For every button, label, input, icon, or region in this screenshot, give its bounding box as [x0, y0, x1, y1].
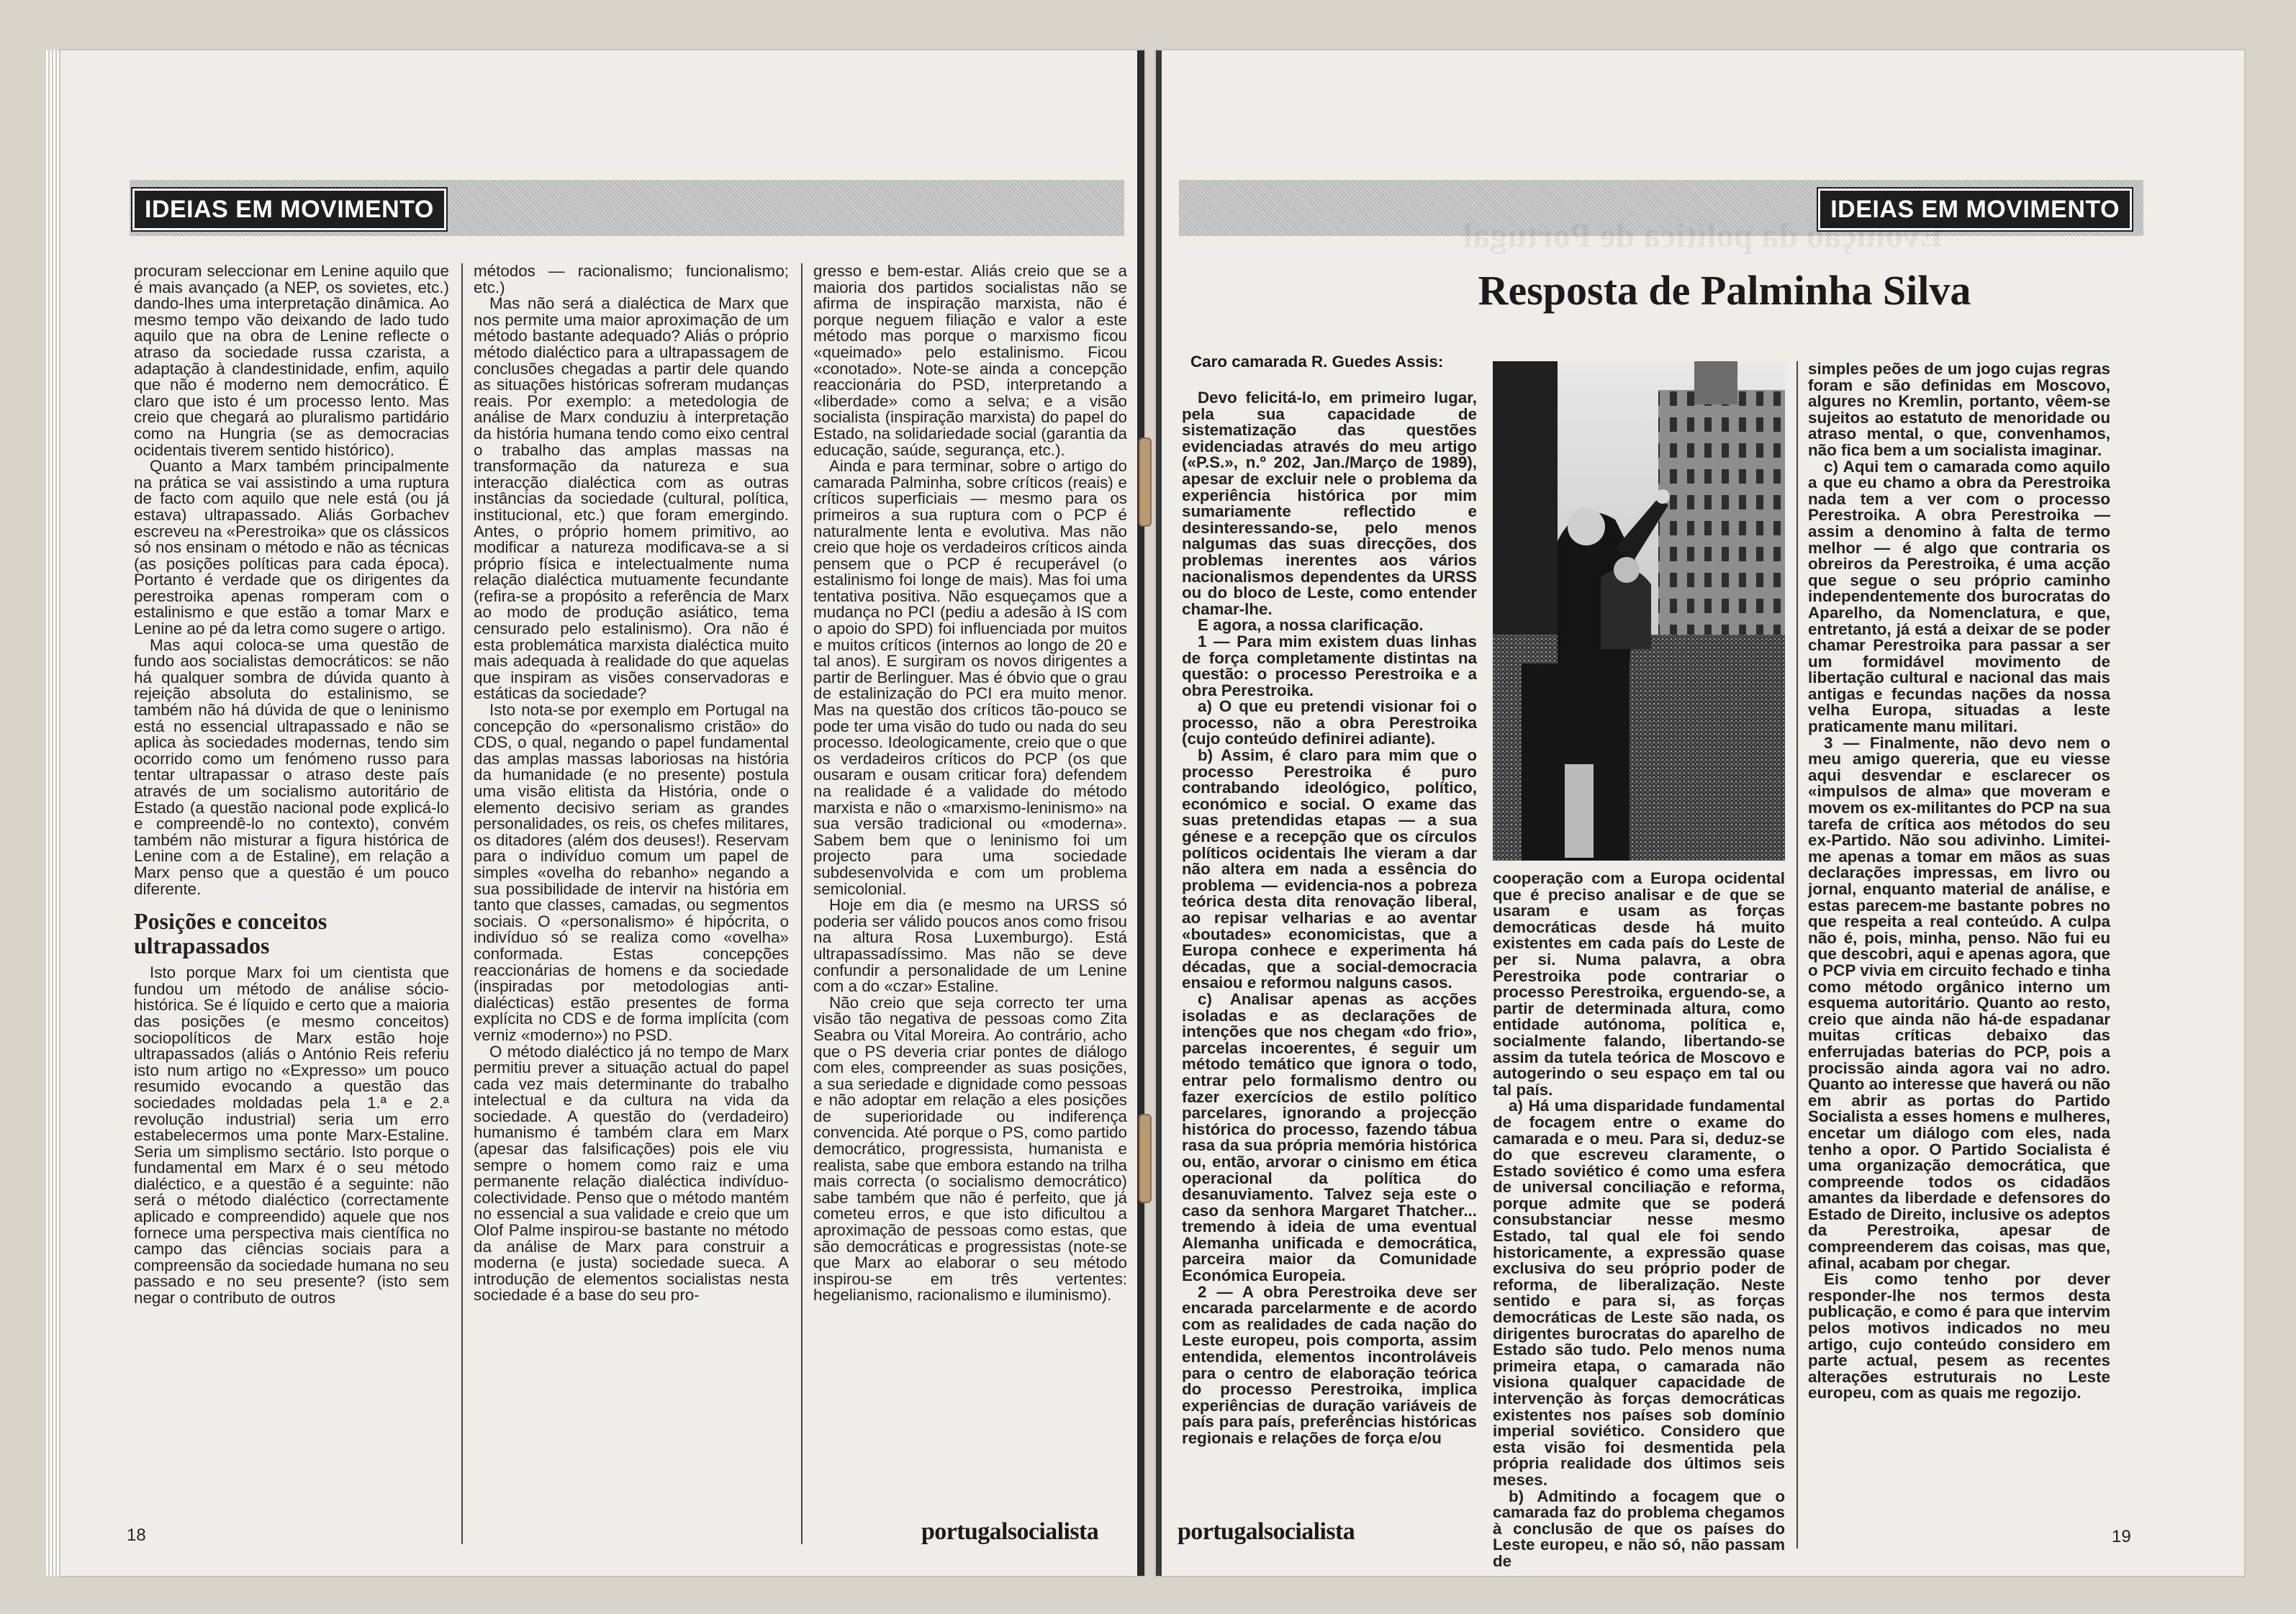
photo-image	[1493, 361, 1785, 861]
paragraph: Devo felicitá-lo, em primeiro lugar, pela sua capacidade de sistematização das questões evidenciadas através do meu artigo («P.S.», n.º 202, Jan./Março de 1989), apesar de excluir nele o problema da experiência histórica por mim sumariamente reflectido e desinteressando-se, pelo menos nalgumas das suas direcções, dos problemas inerentes aos vários nacionalismos dependentes da URSS ou do bloco de Leste, como entender chamar-lhe.	[1182, 389, 1477, 618]
column-rule	[1796, 361, 1798, 1549]
paragraph: Mas aqui coloca-se uma questão de fundo aos socialistas democráticos: se não há qualquer sombra de dúvida quanto à rejeição absoluta do estalinismo, se também não há dúvida de que o leninismo está no essencial ultrapassado e não se aplica às sociedades modernas, tendo sim ocorrido como um fenómeno russo para tentar ultrapassar o atraso deste país através de um socialismo autoritário de Estado (a questão nacional pode explicá-lo e compreendê-lo no contexto), convém também não misturar a figura histórica de Lenine com a de Estaline), em relação a Marx penso que a questão é um pouco diferente.	[134, 635, 449, 898]
paragraph: b) Assim, é claro para mim que o processo Perestroika é puro contrabando ideológico, político, económico e social. O exame das suas pretendidas etapas — a sua génese e a recepção que os círculos políticos ocidentais lhe vieram a dar não altera em nada a essência do problema — evidencia-nos a pobreza teórica desta dita renovação liberal, ao repisar velharias e ao aventar «boutades» economicistas, que a Europa conhece e experimenta há décadas, que a social-democracia ensaiou e reformou nalguns casos.	[1182, 746, 1477, 992]
paragraph: 3 — Finalmente, não devo nem o meu amigo quereria, que eu viesse aqui desvendar e esclarecer os «impulsos de alma» que moveram e movem os ex-militantes do PCP na sua tarefa de crítica aos métodos do seu ex-Partido. Não sou adivinho. Limitei-me apenas a tomar em mãos as suas declarações impressas, em livro ou jornal, enquanto material de análise, e estas parecem-me bastante pobres no que respeita a real conteúdo. A culpa não é, pois, minha, penso. Não fui eu que descobri, aqui e apenas agora, que o PCP vivia em circuito fechado e tinha como método orgânico interno um esquema autoritário. Quanto ao resto, creio que ainda não há-de espadanar muitas críticas debaixo das enferrujadas baterias do PCP, pois a procissão ainda agora vai no adro. Quanto ao interesse que haverá ou não em abrir as portas do Partido Socialista a esses homens e mulheres, encetar um diálogo com eles, nada tenho a opor. O Partido Socialista é uma organização democrática, que compreende todos os cidadãos amantes da liberdade e defensores do Estado de Direito, inclusive os adeptos da Perestroika, apesar de compreenderem das coisas, mas que, afinal, acabam por chegar.	[1808, 733, 2110, 1272]
paragraph: simples peões de um jogo cujas regras foram e são definidas em Moscovo, algures no Kremlin, portanto, vêem-se sujeitos ao estatuto de menoridade ou atraso mental, o que, convenhamos, não fica bem a um socialista imaginar.	[1808, 360, 2110, 459]
paragraph: procuram seleccionar em Lenine aquilo que é mais avançado (a NEP, os sovietes, etc.) dando-lhes uma interpretação dinâmica. Ao mesmo tempo vão deixando de lado tudo aquilo que na obra de Lenine reflecte o atraso da sociedade russa czarista, a adaptação à clandestinidade, enfim, aquilo que não é moderno nem democrático. É claro que isto é um processo lento. Mas creio que chegará ao pluralismo partidário como na Hungria (se as democracias ocidentais tiverem sentido histórico).	[134, 262, 449, 459]
column-rule	[461, 263, 463, 1544]
page-19	[1156, 50, 2244, 1576]
section-label: IDEIAS EM MOVIMENTO	[1818, 189, 2132, 230]
paragraph: Eis como tenho por dever responder-lhe nos termos desta publicação, e como é para que intervim pelos motivos indicados no meu artigo, cujo conteúdo considero em parte actual, pesem as recentes alterações estruturais no Leste europeu, com as quais me regozijo.	[1808, 1270, 2110, 1402]
paragraph: 1 — Para mim existem duas linhas de força completamente distintas na questão: o processo Perestroika e a obra Perestroika.	[1182, 632, 1477, 699]
paragraph: Ainda e para terminar, sobre o artigo do camarada Palminha, sobre críticos (reais) e críticos superficiais — mesmo para os primeiros a sua ruptura com o PCP é naturalmente lenta e evolutiva. Mas não creio que hoje os verdadeiros críticos ainda pensem que o PCP é recuperável (o estalinismo foi longe de mais). Mas foi uma tentativa positiva. Não esqueçamos que a mudança no PCI (pediu a adesão à IS com o apoio do SPD) foi influenciada por muitos e muitos críticos (internos ao longo de 20 e tal anos). E surgiram os novos dirigentes a partir de Berlinguer. Mas é óbvio que o grau de estalinização do PCI era muito menor. Mas na questão dos críticos tão-pouco se pode ter uma visão do tudo ou nada do seu processo. Ideologicamente, creio que o que os verdadeiros críticos do PCP (os que ousaram e ousam criticar fora) defendem na realidade é a validade do método marxista e não o «marxismo-leninismo» na sua versão tradicional ou «moderna». Sabem bem que o leninismo foi um projecto para uma sociedade subdesenvolvida e com um problema semicolonial.	[813, 457, 1127, 898]
paragraph: a) O que eu pretendi visionar foi o processo, não a obra Perestroika (cujo conteúdo definirei adiante).	[1182, 697, 1477, 748]
page-18	[60, 50, 1144, 1576]
paragraph: b) Admitindo a focagem que o camarada faz do problema chegamos à conclusão de que os países do Leste europeu, e não só, não passam de	[1493, 1487, 1785, 1570]
crowd-balcony-photo	[1493, 361, 1785, 861]
article-column-2	[474, 263, 789, 1537]
article-title: Resposta de Palminha Silva	[1478, 267, 1971, 314]
page-edges	[46, 50, 62, 1576]
show-through-text: Evolução da política de Portugal	[1463, 217, 1943, 255]
paragraph: E agora, a nossa clarificação.	[1198, 616, 1424, 635]
section-banner	[130, 180, 1124, 236]
page-number: 18	[127, 1525, 146, 1545]
paragraph: Isto nota-se por exemplo em Portugal na concepção do «personalismo cristão» do CDS, o qual, negando o papel fundamental das amplas massas laboriosas na história da humanidade (e no presente) postula uma visão elitista da História, onde o elemento decisivo seriam as grandes personalidades, os reis, os chefes militares, os ditadores (além dos deuses!). Reservam para o indivíduo comum um papel de simples «ovelha do rebanho» negando a sua possibilidade de intervir na história em tanto que classes, camadas, ou segmentos sociais. O «personalismo» é hipócrita, o indivíduo só se realiza como «ovelha» conformada. Estas concepções reaccionárias de homens e da sociedade (inspiradas por metodologias anti-dialécticas) estão presentes de forma explícita no CDS e de forma implícita (com verniz «moderno») no PSD.	[474, 701, 789, 1044]
staple	[1140, 439, 1150, 525]
paragraph: Hoje em dia (e mesmo na URSS só poderia ser válido poucos anos como frisou na altura Rosa Luxemburgo). Está ultrapassadíssimo. Mas não se deve confundir a personalidade de um Lenine com a do «czar» Estaline.	[813, 896, 1127, 996]
article-column-2	[1493, 869, 1785, 1570]
magazine-spread	[60, 50, 2238, 1576]
paragraph: cooperação com a Europa ocidental que é preciso analisar e de que se usaram e usam as forças democráticas desde há muito existentes em cada país do Leste de per si. Numa palavra, a obra Perestroika pode contrariar o processo Perestroika, erguendo-se, a partir de determinada altura, como entidade autónoma, política e, socialmente falando, libertando-se assim da tutela teórica de Moscovo e autogerindo o seu espaço em tal ou tal país.	[1493, 869, 1785, 1099]
paragraph: Mas não será a dialéctica de Marx que nos permite uma maior aproximação de um método bastante adequado? Aliás o próprio método dialéctico para a ultrapassagem de conclusões chegadas a partir dele quando as situações históricas sofreram mudanças reais. Por exemplo: a metedologia de análise de Marx conduziu à interpretação da história humana tendo como eixo central o trabalho das amplas massas na transformação da natureza e sua interacção dialéctica com as outras instâncias da sociedade (cultural, política, institucional, etc.) que foram emergindo. Antes, o próprio homem primitivo, ao modificar a natureza modificava-se a si próprio física e intelectualmente numa relação dialéctica mutuamente fecundante (refira-se a propósito a referência de Marx ao modo de produção asiático, tema censurado pelo estalinismo). Ora não é esta problemática marxista dialéctica muito mais adequada à realidade do que aquelas que inspiram as visões conservadoras e estáticas da sociedade?	[474, 294, 789, 703]
page-number: 19	[2112, 1527, 2131, 1546]
section-heading: Posições e conceitos ultrapassados	[134, 908, 327, 959]
paragraph: Quanto a Marx também principalmente na prática se vai assistindo a uma ruptura de facto com aquilo que nele está (ou já estava) ultrapassado. Aliás Gorbachev escreveu na «Perestroika» que os clássicos só nos ensinam o método e não as técnicas (as posições políticas para cada época). Portanto é verdade que os dirigentes da perestroika apenas romperam com o estalinismo e que estão a tomar Marx e Lenine ao pé da letra como sugere o artigo.	[134, 457, 449, 638]
masthead-logo: portugalsocialista	[1178, 1518, 1355, 1545]
section-label: IDEIAS EM MOVIMENTO	[132, 189, 446, 230]
article-column-3	[1808, 361, 2110, 1549]
salutation: Caro camarada R. Guedes Assis:	[1190, 353, 1444, 371]
masthead-logo: portugalsocialista	[921, 1518, 1099, 1545]
article-column-1	[1182, 390, 1477, 1541]
paragraph: a) Há uma disparidade fundamental de focagem entre o exame do camarada e o meu. Para si, deduz-se do que escreveu claramente, o Estado soviético é como uma esfera de universal conciliação e reforma, porque admite que se poderá consubstanciar nesse mesmo Estado, tal qual ele foi sendo historicamente, a expressão quase exclusiva do seu próprio poder de reforma, de liberalização. Neste sentido e para si, as forças democráticas de Leste são nada, os dirigentes burocratas do aparelho de Estado são tudo. Pelo menos numa primeira etapa, o camarada não visiona qualquer capacidade de intervenção às forças democráticas existentes nos países sob domínio imperial soviético. Considero que esta visão foi desmentida pela própria realidade dos últimos seis meses.	[1493, 1097, 1785, 1489]
article-column-1	[134, 263, 449, 1537]
paragraph: Não creio que seja correcto ter uma visão tão negativa de pessoas como Zita Seabra ou Vital Moreira. Ao contrário, acho que o PS deveria criar pontes de diálogo com eles, compreender as suas posições, a sua seriedade e dignidade como pessoas e não adoptar em relação a eles posições de superioridade ou indiferença convencida. Até porque o PS, como partido democrático, progressista, humanista e realista, sabe que embora estando na trilha mais correcta (o socialismo democrático) sabe também que não é perfeito, que já cometeu erros, e que isto dificultou a aproximação de pessoas como estas, que são democráticas e progressistas (note-se que Marx ao elaborar o seu método inspirou-se em três vertentes: hegelianismo, racionalismo e iluminismo).	[813, 993, 1127, 1305]
paragraph: 2 — A obra Perestroika deve ser encarada parcelarmente e de acordo com as realidades de cada nação do Leste europeu, pois comporta, assim entendida, elementos incontroláveis para o centro de elaboração teórica do processo Perestroika, implica experiências de duração variáveis de país para país, preferências históricas regionais e relações de força e/ou	[1182, 1282, 1477, 1447]
paragraph: c) Analisar apenas as acções isoladas e as declarações de intenções que nos chegam «do frio», parcelas incoerentes, é seguir um método temático que ignora o todo, entrar pelo formalismo dentro ou fazer exercícios de estilo político parcelares, ignorando a projecção histórica do processo, fazendo tábua rasa da sua própria memória histórica ou, então, arvorar o cinismo em ética operacional da política do desanuviamento. Talvez seja este o caso da senhora Margaret Thatcher... tremendo à ideia de uma eventual Alemanha unificada e democrática, parceira maior da Comunidade Económica Europeia.	[1182, 989, 1477, 1285]
paragraph: O método dialéctico já no tempo de Marx permitiu prever a situação actual do papel cada vez mais determinante do trabalho intelectual e da cultura na vida da sociedade. A questão do (verdadeiro) humanismo é também clara em Marx (apesar das falsificações) pois ele viu sempre o homem como raiz e uma permanente relação dialéctica indivíduo-colectividade. Penso que o método mantém no essencial a sua validade e creio que um Olof Palme inspirou-se bastante no método da análise de Marx para construir a moderna (e justa) sociedade sueca. A introdução de elementos socialistas nesta sociedade é a base do seu pro-	[474, 1042, 789, 1305]
column-rule	[801, 263, 803, 1544]
paragraph: Isto porque Marx foi um cientista que fundou um método de análise sócio-histórica. Se é líquido e certo que a maioria das posições (e mesmo conceitos) sociopolíticos de Marx estão hoje ultrapassados (aliás o António Reis referiu isto num artigo no «Expresso» um pouco resumido evocando a questão das sociedades moldadas pela 1.ª e 2.ª revolução industrial) seria um erro estabelecermos uma ponte Marx-Estaline. Seria um simplismo sectário. Isto porque o fundamental em Marx é o seu método dialéctico, e a questão é a seguinte: não será o método dialéctico (correctamente aplicado e compreendido) aquele que nos fornece uma perspectiva mais científica no campo das ciências sociais para a compreensão da sociedade humana no seu passado e no seu presente? (isto sem negar o contributo de outros	[134, 964, 449, 1307]
paragraph: métodos — racionalismo; funcionalismo; etc.)	[474, 262, 789, 296]
paragraph: gresso e bem-estar. Aliás creio que se a maioria dos partidos socialistas não se afirma de inspiração marxista, não é porque neguem filiação e valor a este método mas porque o marxismo ficou «queimado» pelo estalinismo. Ficou «conotado». Note-se ainda a concepção reaccionária do PSD, interpretando a «liberdade» como a selva; e a visão socialista (inspiração marxista) do papel do Estado, na solidariedade social (garantia da educação, saúde, segurança, etc.).	[813, 262, 1127, 459]
paragraph: c) Aqui tem o camarada como aquilo a que eu chamo a obra da Perestroika nada tem a ver com o processo Perestroika. A obra Perestroika — assim a denomino à falta de termo melhor — é algo que contraria os obreiros da Perestroika, é uma acção que segue o seu próprio caminho independentemente dos burocratas do Aparelho, da Nomenclatura, e que, entretanto, já está a deixar de se poder chamar Perestroika para passar a ser um formidável movimento de libertação cultural e nacional das mais antigas e fecundas nações da nossa velha Europa, situadas a leste praticamente manu militari.	[1808, 457, 2110, 736]
staple	[1140, 1115, 1150, 1202]
article-column-3	[813, 263, 1127, 1537]
